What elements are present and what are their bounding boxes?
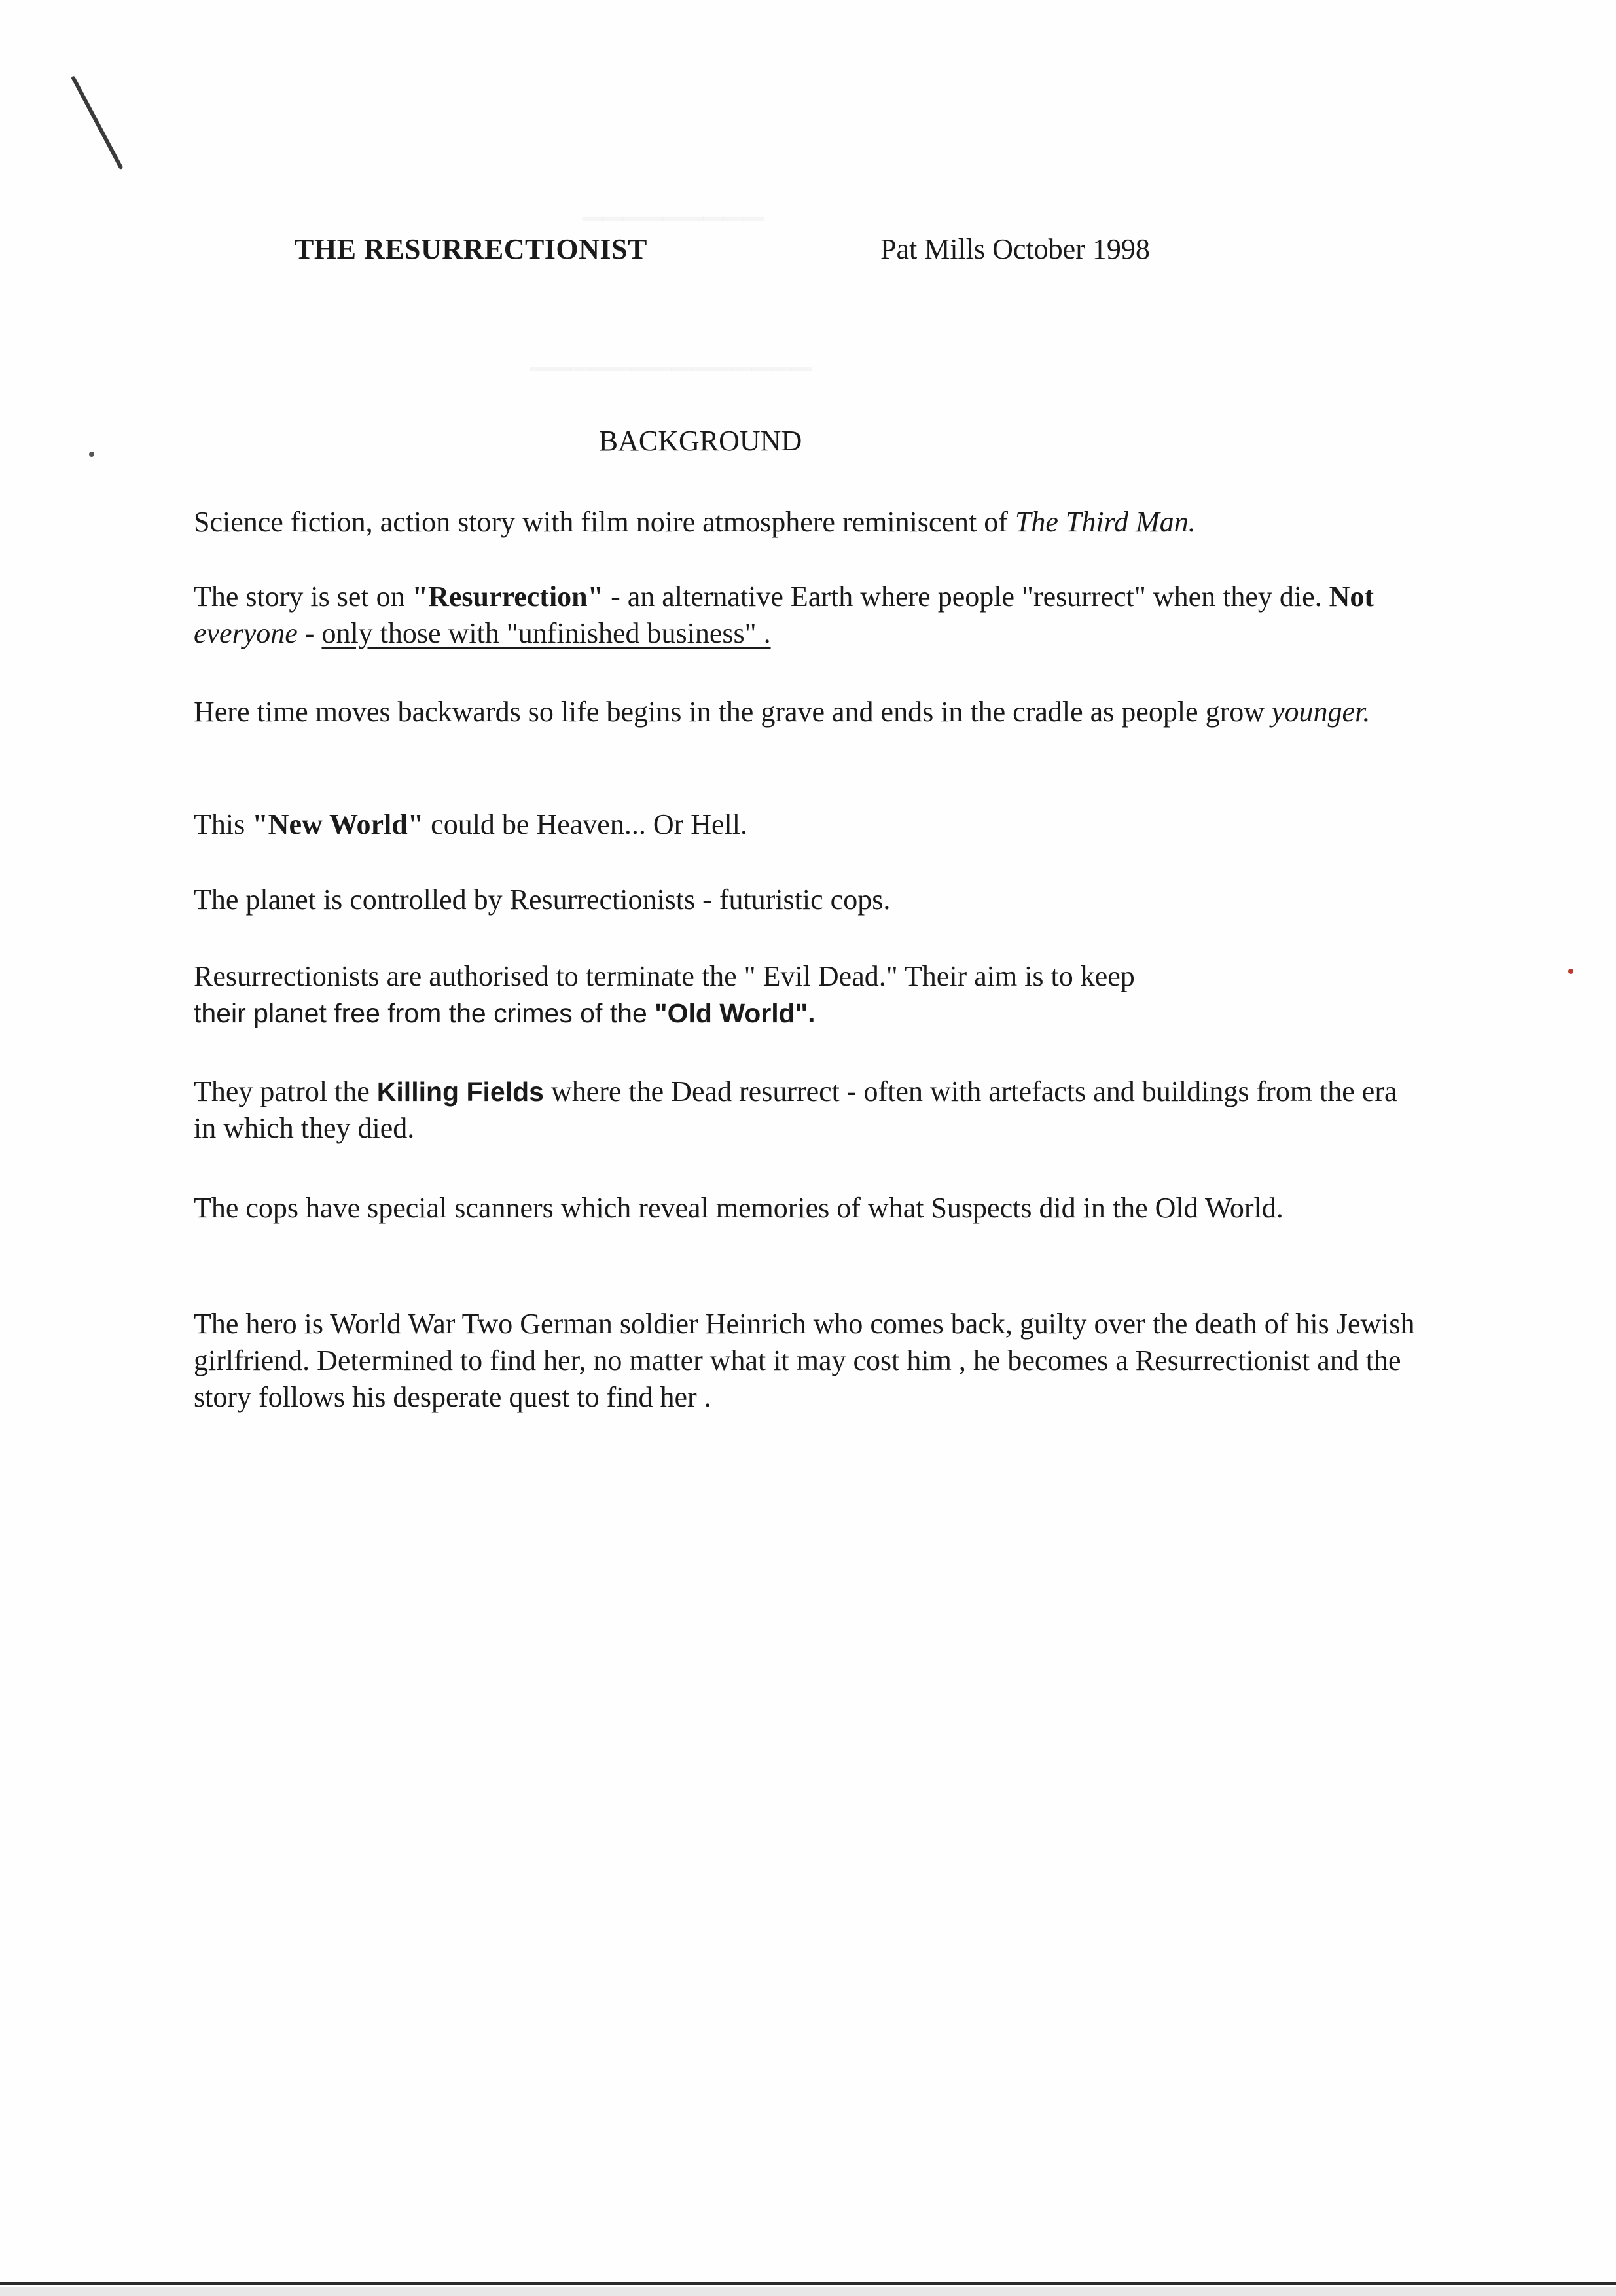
paragraph-3 (194, 694, 1418, 730)
p4-new-world: "New World" (252, 808, 424, 840)
p6-text-b: their planet free from the crimes of the (194, 998, 655, 1028)
scan-edge-shadow (0, 2287, 1616, 2296)
p1-text: Science fiction, action story with film noire atmosphere reminiscent of (194, 506, 1015, 538)
paragraph-4 (194, 806, 1418, 843)
p5-text: The planet is controlled by Resurrectionists - futuristic cops. (194, 884, 891, 916)
p2-unfinished-business: only those with "unfinished business" . (321, 617, 771, 649)
p2-dash: - (297, 617, 322, 649)
p1-film-title: The Third Man. (1014, 506, 1196, 538)
paragraph-8 (194, 1190, 1418, 1227)
paragraph-5 (194, 882, 1418, 918)
show-through-1 (583, 190, 764, 221)
p3-text: Here time moves backwards so life begins in the grave and ends in the cradle as people grow (194, 696, 1272, 728)
paragraph-7 (194, 1073, 1418, 1147)
paragraph-9 (194, 1306, 1418, 1416)
p2-text-c: - an alternative Earth where people "resurrect" when they die. (603, 581, 1329, 613)
p9-text: The hero is World War Two German soldier Heinrich who comes back, guilty over the death of his Jewish girlfriend. Determined to find her, no matter what it may cost him , he becomes a Resurrectionist and the story follows his desperate quest to find her . (194, 1308, 1415, 1413)
document-header (295, 232, 1407, 272)
show-through-2 (530, 340, 812, 371)
scan-edge-line (0, 2282, 1616, 2285)
p7-text-a: They patrol the (194, 1075, 377, 1107)
document-title: THE RESURRECTIONIST (295, 233, 647, 265)
section-heading: BACKGROUND (598, 425, 802, 457)
paragraph-6 (194, 958, 1418, 1031)
paragraph-2 (194, 579, 1418, 652)
p7-killing-fields: Killing Fields (376, 1077, 544, 1107)
p3-younger: younger. (1272, 696, 1371, 728)
p2-not: Not (1329, 581, 1374, 613)
p2-text-a: The story is set on (194, 581, 412, 613)
p4-text-c: could be Heaven... Or Hell. (423, 808, 747, 840)
red-speck (1568, 969, 1573, 974)
pen-mark (71, 75, 123, 170)
p6-text-a: Resurrectionists are authorised to terminate the " Evil Dead." Their aim is to keep (194, 960, 1135, 992)
p2-everyone: everyone (194, 617, 298, 649)
document-byline: Pat Mills October 1998 (880, 233, 1150, 265)
p7-text-c: where the Dead resurrect - often with artefacts and buildings from the era in which they died. (194, 1075, 1397, 1144)
p8-text: The cops have special scanners which reveal memories of what Suspects did in the Old World. (194, 1192, 1284, 1224)
paragraph-1 (194, 504, 1418, 541)
p2-resurrection: "Resurrection" (412, 581, 604, 613)
p6-old-world: "Old World". (655, 998, 816, 1028)
p4-text-a: This (194, 808, 253, 840)
